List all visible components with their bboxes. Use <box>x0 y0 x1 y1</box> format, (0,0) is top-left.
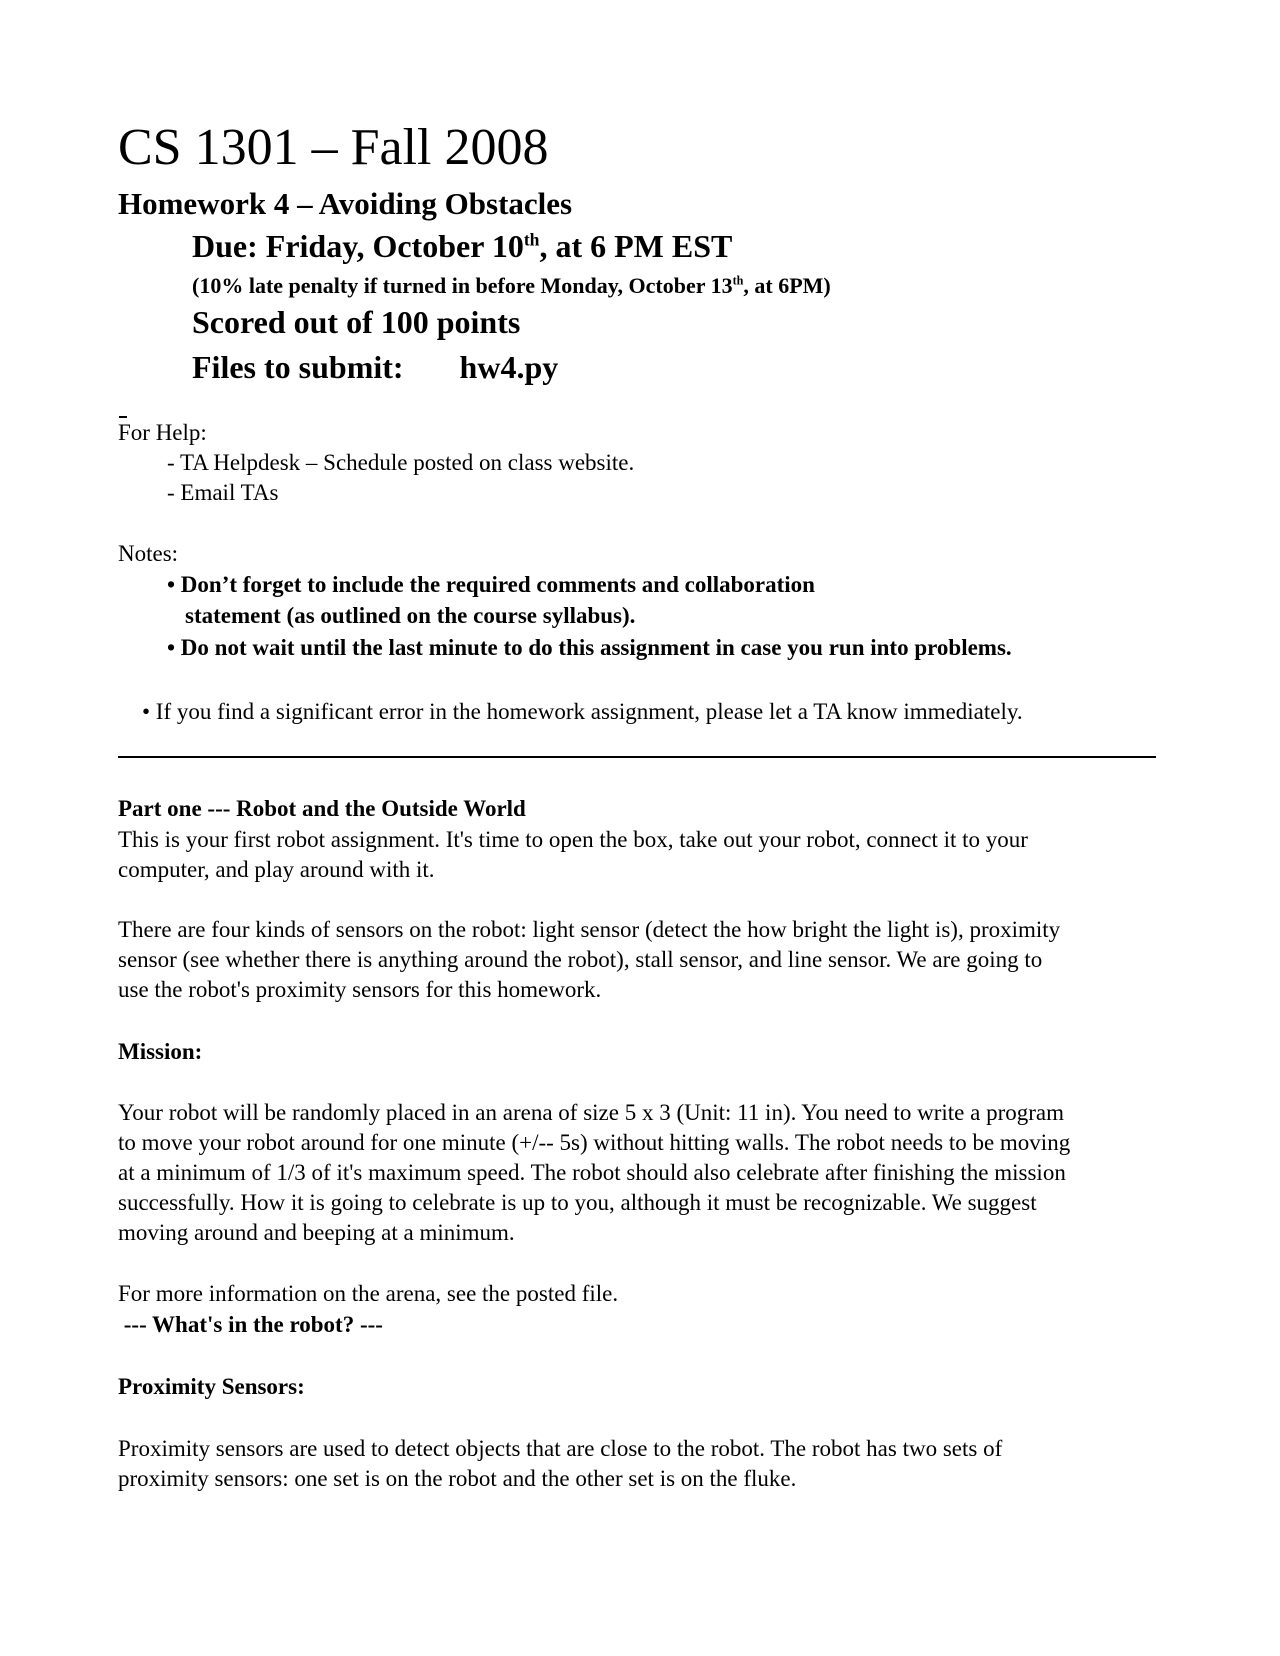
sensors-line-1: There are four kinds of sensors on the robot: light sensor (detect the how bright the light is), proximity <box>118 917 1061 942</box>
mission-line-1: Your robot will be randomly placed in an arena of size 5 x 3 (Unit: 11 in). You need to write a program <box>118 1100 1064 1125</box>
proximity-line-2: proximity sensors: one set is on the robot and the other set is on the fluke. <box>118 1466 797 1491</box>
help-heading: For Help: <box>118 420 207 445</box>
files-label: Files to submit: <box>192 349 404 385</box>
part-one-heading: Part one --- Robot and the Outside World <box>118 796 526 821</box>
mission-line-5: moving around and beeping at a minimum. <box>118 1220 515 1245</box>
notes-item-comments: • Don’t forget to include the required comments and collaboration <box>167 572 815 597</box>
late-prefix: (10% late penalty if turned in before Monday, October 13 <box>192 273 733 298</box>
section-divider <box>118 756 1156 758</box>
sensors-line-3: use the robot's proximity sensors for this homework. <box>118 977 602 1002</box>
due-prefix: Due: Friday, October 10 <box>192 228 524 264</box>
proximity-heading: Proximity Sensors: <box>118 1374 305 1399</box>
arena-info: For more information on the arena, see the posted file. <box>118 1281 619 1306</box>
course-title: CS 1301 – Fall 2008 <box>118 119 549 176</box>
whats-in-robot-heading: --- What's in the robot? --- <box>118 1312 383 1337</box>
intro-line-1: This is your first robot assignment. It's time to open the box, take out your robot, connect it to your <box>118 827 1028 852</box>
notes-item-error: • If you find a significant error in the homework assignment, please let a TA know immediately. <box>142 699 1023 724</box>
help-item-email: - Email TAs <box>167 480 279 505</box>
late-penalty <box>192 273 831 299</box>
late-sup: th <box>732 273 744 288</box>
proximity-line-1: Proximity sensors are used to detect objects that are close to the robot. The robot has two sets of <box>118 1436 1003 1461</box>
files-to-submit <box>192 349 558 386</box>
mission-line-3: at a minimum of 1/3 of it's maximum speed. The robot should also celebrate after finishing the mission <box>118 1160 1066 1185</box>
late-suffix: , at 6PM) <box>743 273 831 298</box>
intro-line-2: computer, and play around with it. <box>118 857 435 882</box>
sensors-line-2: sensor (see whether there is anything around the robot), stall sensor, and line sensor. We are going to <box>118 947 1043 972</box>
help-item-helpdesk: - TA Helpdesk – Schedule posted on class website. <box>167 450 635 475</box>
homework-title: Homework 4 – Avoiding Obstacles <box>118 186 573 221</box>
mission-heading: Mission: <box>118 1039 203 1064</box>
due-date <box>192 228 732 265</box>
mission-line-2: to move your robot around for one minute (+/-- 5s) without hitting walls. The robot needs to be moving <box>118 1130 1071 1155</box>
due-sup: th <box>523 229 540 250</box>
notes-item-wait: • Do not wait until the last minute to do this assignment in case you run into problems. <box>167 635 1012 660</box>
notes-item-comments-cont: statement (as outlined on the course syllabus). <box>185 603 636 628</box>
files-value: hw4.py <box>459 349 559 385</box>
notes-heading: Notes: <box>118 541 179 566</box>
mission-line-4: successfully. How it is going to celebrate is up to you, although it must be recognizable. We suggest <box>118 1190 1037 1215</box>
due-suffix: , at 6 PM EST <box>539 228 733 264</box>
small-mark <box>119 416 127 418</box>
scored-points: Scored out of 100 points <box>192 304 521 340</box>
